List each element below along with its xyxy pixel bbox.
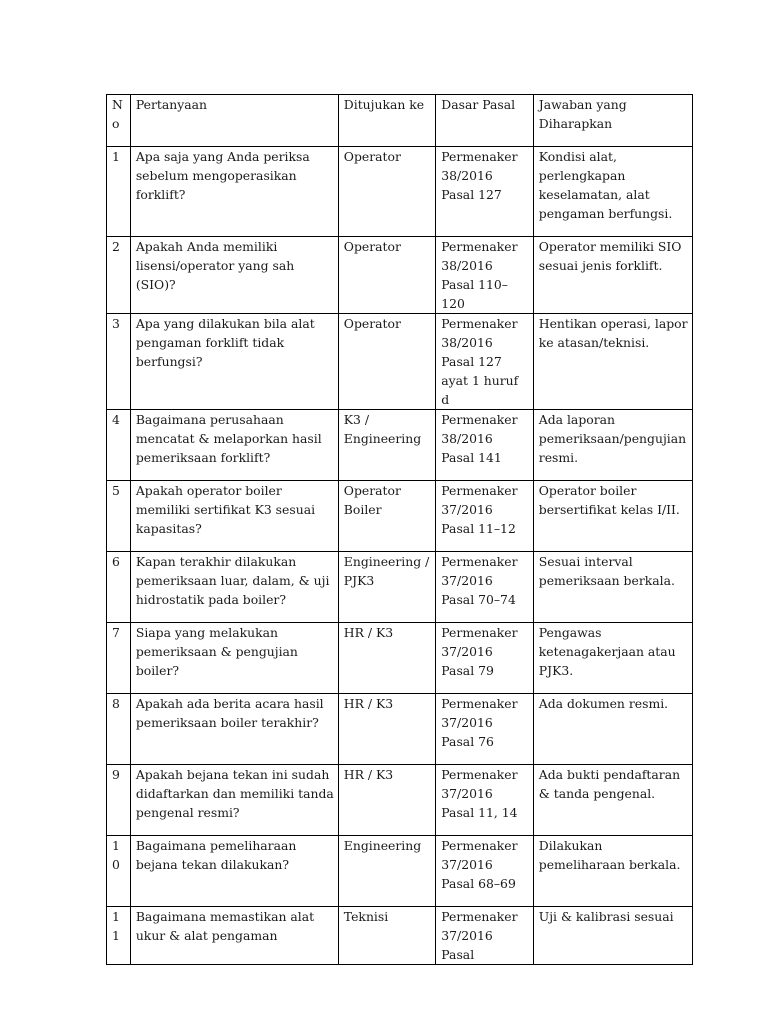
cell-legal-basis-text: Permenaker 37/2016 Pasal 11, 14 <box>441 767 522 820</box>
cell-expected-answer-text: Ada bukti pendaftaran & tanda pengenal. <box>538 767 685 801</box>
cell-no-text: 1 <box>112 149 120 164</box>
cell-question-text: Apakah bejana tekan ini sudah didaftarkan dan memiliki tanda pengenal resmi? <box>135 767 338 820</box>
cell-addressed-to-text: HR / K3 <box>343 767 394 782</box>
header-addressed-to: Ditujukan ke <box>338 95 435 147</box>
cell-expected-answer <box>533 836 692 907</box>
cell-question-text: Apa yang dilakukan bila alat pengaman forklift tidak berfungsi? <box>135 316 319 369</box>
cell-addressed-to <box>338 552 435 623</box>
cell-no-text: 7 <box>112 625 120 640</box>
cell-legal-basis-text: Permenaker 37/2016 Pasal 70–74 <box>441 554 522 607</box>
cell-legal-basis-text: Permenaker 37/2016 Pasal 11–12 <box>441 483 522 536</box>
cell-no-text: 11 <box>112 909 120 943</box>
header-expected-answer: Jawaban yang Diharapkan <box>533 95 692 147</box>
cell-legal-basis <box>436 907 533 965</box>
cell-legal-basis-text: Permenaker 38/2016 Pasal 141 <box>441 412 522 465</box>
cell-no-text: 6 <box>112 554 120 569</box>
cell-question-text: Bagaimana pemeliharaan bejana tekan dilakukan? <box>135 838 301 872</box>
cell-question-text: Apakah ada berita acara hasil pemeriksaan boiler terakhir? <box>135 696 328 730</box>
table-row <box>107 907 693 965</box>
header-question: Pertanyaan <box>130 95 338 147</box>
cell-no-text: 9 <box>112 767 120 782</box>
table-row <box>107 481 693 552</box>
cell-addressed-to-text: Operator Boiler <box>343 483 405 517</box>
cell-expected-answer <box>533 147 692 237</box>
cell-legal-basis <box>436 147 533 237</box>
cell-no <box>107 765 131 836</box>
cell-expected-answer-text: Kondisi alat, perlengkapan keselamatan, alat pengaman berfungsi. <box>538 149 673 221</box>
cell-addressed-to <box>338 147 435 237</box>
cell-no <box>107 623 131 694</box>
cell-expected-answer-text: Pengawas ketenagakerjaan atau PJK3. <box>538 625 680 678</box>
cell-addressed-to <box>338 481 435 552</box>
cell-addressed-to <box>338 694 435 765</box>
cell-legal-basis-text: Permenaker 37/2016 Pasal 76 <box>441 696 522 749</box>
cell-addressed-to-text: Operator <box>343 149 401 164</box>
cell-legal-basis <box>436 314 533 410</box>
cell-no <box>107 694 131 765</box>
cell-expected-answer <box>533 907 692 965</box>
cell-legal-basis-text: Permenaker 38/2016 Pasal 110–120 <box>441 239 522 311</box>
cell-addressed-to-text: Operator <box>343 239 401 254</box>
table-row <box>107 694 693 765</box>
cell-question-text: Siapa yang melakukan pemeriksaan & pengujian boiler? <box>135 625 302 678</box>
table-row <box>107 410 693 481</box>
cell-no-text: 4 <box>112 412 120 427</box>
cell-no <box>107 481 131 552</box>
cell-no <box>107 552 131 623</box>
cell-expected-answer-text: Sesuai interval pemeriksaan berkala. <box>538 554 675 588</box>
cell-question <box>130 147 338 237</box>
cell-addressed-to <box>338 836 435 907</box>
cell-expected-answer <box>533 314 692 410</box>
cell-no-text: 8 <box>112 696 120 711</box>
cell-expected-answer <box>533 552 692 623</box>
table-body <box>107 147 693 965</box>
cell-addressed-to-text: HR / K3 <box>343 696 394 711</box>
cell-addressed-to <box>338 907 435 965</box>
cell-legal-basis-text: Permenaker 37/2016 Pasal 68–69 <box>441 838 522 891</box>
cell-question-text: Bagaimana memastikan alat ukur & alat pengaman <box>135 909 319 943</box>
cell-legal-basis-text: Permenaker 38/2016 Pasal 127 <box>441 149 522 202</box>
cell-question <box>130 481 338 552</box>
cell-no-text: 2 <box>112 239 120 254</box>
cell-question <box>130 836 338 907</box>
cell-no <box>107 410 131 481</box>
cell-legal-basis <box>436 552 533 623</box>
header-no: No <box>107 95 131 147</box>
cell-legal-basis <box>436 765 533 836</box>
cell-addressed-to <box>338 765 435 836</box>
cell-expected-answer-text: Ada dokumen resmi. <box>538 696 669 711</box>
table-row <box>107 237 693 314</box>
cell-addressed-to <box>338 410 435 481</box>
table-row <box>107 836 693 907</box>
cell-question <box>130 623 338 694</box>
cell-expected-answer-text: Uji & kalibrasi sesuai <box>538 909 674 924</box>
cell-no-text: 3 <box>112 316 120 331</box>
cell-question <box>130 907 338 965</box>
cell-legal-basis <box>436 237 533 314</box>
cell-legal-basis-text: Permenaker 37/2016 Pasal 79 <box>441 625 522 678</box>
cell-no <box>107 836 131 907</box>
cell-expected-answer-text: Operator boiler bersertifikat kelas I/II. <box>538 483 680 517</box>
cell-expected-answer-text: Dilakukan pemeliharaan berkala. <box>538 838 681 872</box>
cell-question <box>130 552 338 623</box>
cell-no <box>107 237 131 314</box>
cell-addressed-to-text: HR / K3 <box>343 625 394 640</box>
cell-addressed-to-text: K3 / Engineering <box>343 412 422 446</box>
cell-expected-answer <box>533 237 692 314</box>
cell-addressed-to-text: Engineering / PJK3 <box>343 554 434 588</box>
cell-no-text: 5 <box>112 483 120 498</box>
cell-addressed-to <box>338 314 435 410</box>
table-row <box>107 552 693 623</box>
table-header-row <box>107 95 693 147</box>
cell-addressed-to-text: Operator <box>343 316 401 331</box>
cell-expected-answer-text: Hentikan operasi, lapor ke atasan/teknisi. <box>538 316 692 350</box>
cell-question <box>130 765 338 836</box>
cell-legal-basis-text: Permenaker 37/2016 Pasal <box>441 909 522 962</box>
cell-expected-answer-text: Ada laporan pemeriksaan/pengujian resmi. <box>538 412 691 465</box>
cell-expected-answer-text: Operator memiliki SIO sesuai jenis forklift. <box>538 239 686 273</box>
cell-expected-answer <box>533 623 692 694</box>
cell-legal-basis <box>436 481 533 552</box>
cell-question-text: Apakah Anda memiliki lisensi/operator yang sah (SIO)? <box>135 239 299 292</box>
cell-question-text: Bagaimana perusahaan mencatat & melaporkan hasil pemeriksaan forklift? <box>135 412 326 465</box>
cell-addressed-to <box>338 237 435 314</box>
cell-question-text: Apakah operator boiler memiliki sertifikat K3 sesuai kapasitas? <box>135 483 320 536</box>
cell-question-text: Apa saja yang Anda periksa sebelum mengoperasikan forklift? <box>135 149 314 202</box>
table-row <box>107 765 693 836</box>
cell-question <box>130 694 338 765</box>
cell-addressed-to <box>338 623 435 694</box>
table-row <box>107 147 693 237</box>
table-row <box>107 623 693 694</box>
cell-legal-basis-text: Permenaker 38/2016 Pasal 127 ayat 1 huruf d <box>441 316 523 407</box>
cell-no <box>107 907 131 965</box>
cell-question-text: Kapan terakhir dilakukan pemeriksaan luar, dalam, & uji hidrostatik pada boiler? <box>135 554 334 607</box>
cell-expected-answer <box>533 694 692 765</box>
cell-legal-basis <box>436 694 533 765</box>
cell-expected-answer <box>533 410 692 481</box>
inspection-question-table <box>106 94 693 965</box>
cell-question <box>130 410 338 481</box>
cell-legal-basis <box>436 410 533 481</box>
cell-expected-answer <box>533 765 692 836</box>
cell-legal-basis <box>436 836 533 907</box>
table-row <box>107 314 693 410</box>
cell-question <box>130 237 338 314</box>
cell-addressed-to-text: Teknisi <box>343 909 389 924</box>
cell-no <box>107 314 131 410</box>
cell-legal-basis <box>436 623 533 694</box>
cell-expected-answer <box>533 481 692 552</box>
cell-question <box>130 314 338 410</box>
cell-no <box>107 147 131 237</box>
header-legal-basis: Dasar Pasal <box>436 95 533 147</box>
cell-no-text: 10 <box>112 838 120 872</box>
cell-addressed-to-text: Engineering <box>343 838 422 853</box>
